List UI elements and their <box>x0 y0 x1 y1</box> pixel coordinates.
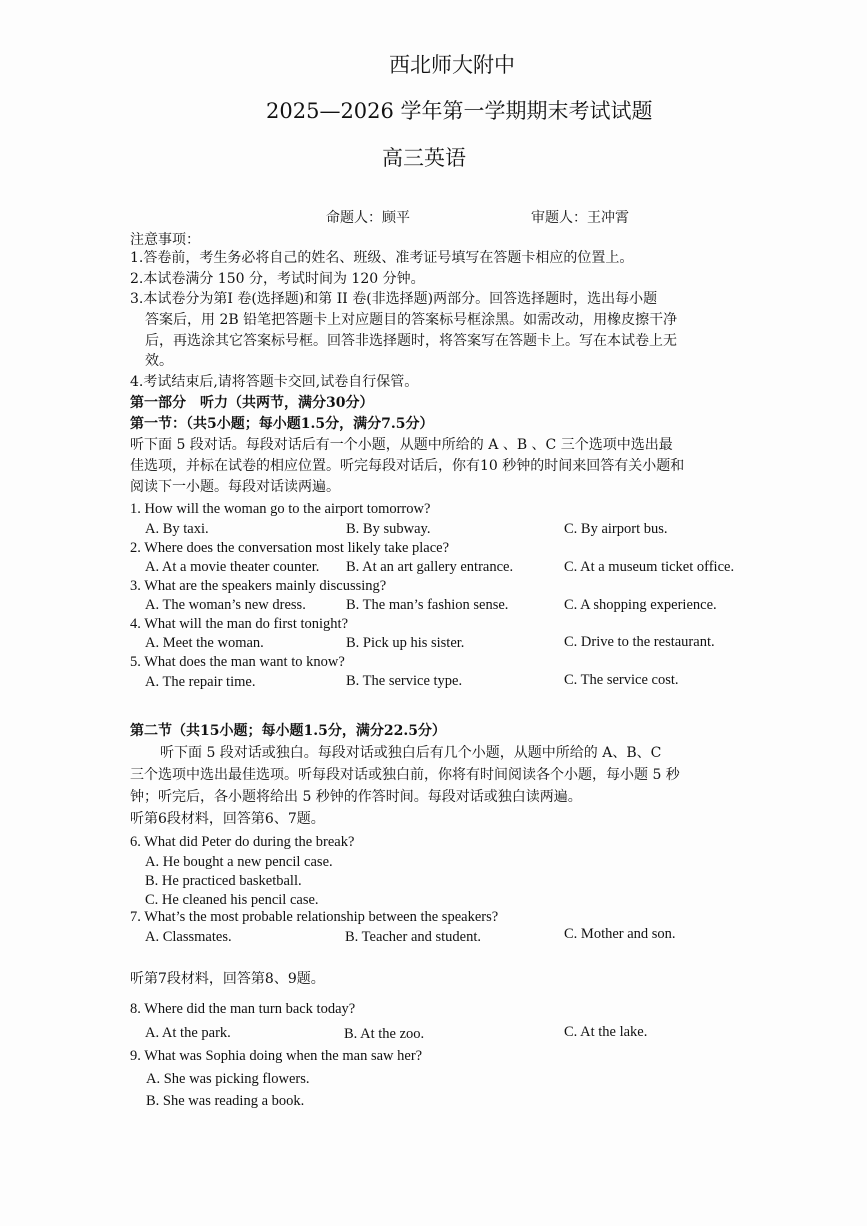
section1-instruction: 阅读下一小题。每段对话读两遍。 <box>130 479 340 495</box>
notes-item: 2.本试卷满分 150 分，考试时间为 120 分钟。 <box>130 271 425 287</box>
notes-item: 1.答卷前，考生务必将自己的姓名、班级、准考证号填写在答题卡相应的位置上。 <box>130 250 634 266</box>
school-name: 西北师大附中 <box>389 53 515 77</box>
section1-instruction: 佳选项，并标在试卷的相应位置。听完每段对话后，你有10 秒钟的时间来回答有关小题和 <box>130 458 685 474</box>
notes-item: 后，再选涂其它答案标号框。回答非选择题时，将答案写在答题卡上。写在本试卷上无 <box>145 333 677 349</box>
question-stem: 8. Where did the man turn back today? <box>130 1001 356 1017</box>
option-b: B. By subway. <box>346 521 431 537</box>
option-a: A. Classmates. <box>145 929 232 945</box>
section2-instruction: 三个选项中选出最佳选项。听每段对话或独白前，你将有时间阅读各个小题，每小题 5 秒 <box>130 767 680 783</box>
option-a: A. The woman’s new dress. <box>145 597 306 613</box>
question-setter: 命题人：顾平 <box>326 210 410 226</box>
option-c: C. Drive to the restaurant. <box>564 634 715 650</box>
question-stem: 3. What are the speakers mainly discussing? <box>130 578 387 594</box>
section1-heading: 第一节：（共5小题；每小题1.5分，满分7.5分） <box>130 416 434 432</box>
option-c: C. A shopping experience. <box>564 597 717 613</box>
notes-item: 3.本试卷分为第I 卷(选择题)和第 II 卷(非选择题)两部分。回答选择题时，选出每小题 <box>130 291 658 307</box>
option-b: B. He practiced basketball. <box>145 873 302 889</box>
question-reviewer: 审题人：王冲霄 <box>531 210 629 226</box>
exam-title: 2025—2026 学年第一学期期末考试试题 <box>266 99 653 123</box>
question-stem: 7. What’s the most probable relationship between the speakers? <box>130 909 499 925</box>
option-c: C. He cleaned his pencil case. <box>145 892 319 908</box>
material-heading: 听第7段材料，回答第8、9题。 <box>130 971 325 987</box>
material-heading: 听第6段材料，回答第6、7题。 <box>130 811 325 827</box>
option-a: A. At the park. <box>145 1025 231 1041</box>
question-stem: 2. Where does the conversation most likely take place? <box>130 540 450 556</box>
option-a: A. She was picking flowers. <box>146 1071 310 1087</box>
part1-heading: 第一部分 听力（共两节，满分30分） <box>130 395 374 411</box>
option-a: A. Meet the woman. <box>145 635 264 651</box>
option-b: B. At the zoo. <box>344 1026 425 1042</box>
option-c: C. At the lake. <box>564 1024 648 1040</box>
subject-title: 高三英语 <box>382 146 466 170</box>
question-stem: 9. What was Sophia doing when the man saw her? <box>130 1048 423 1064</box>
option-b: B. The man’s fashion sense. <box>346 597 509 613</box>
option-b: B. She was reading a book. <box>146 1093 305 1109</box>
question-stem: 4. What will the man do first tonight? <box>130 616 349 632</box>
option-a: A. By taxi. <box>145 521 209 537</box>
question-stem: 1. How will the woman go to the airport tomorrow? <box>130 501 431 517</box>
notes-item: 答案后，用 2B 铅笔把答题卡上对应题目的答案标号框涂黑。如需改动，用橡皮擦干净 <box>145 312 678 328</box>
option-c: C. By airport bus. <box>564 521 668 537</box>
option-c: C. The service cost. <box>564 672 679 688</box>
section2-instruction: 钟；听完后，各小题将给出 5 秒钟的作答时间。每段对话或独白读两遍。 <box>130 789 582 805</box>
notes-heading: 注意事项： <box>130 232 200 248</box>
section2-instruction: 听下面 5 段对话或独白。每段对话或独白后有几个小题，从题中所给的 A、B、C <box>160 745 662 761</box>
option-b: B. At an art gallery entrance. <box>346 559 514 575</box>
option-a: A. The repair time. <box>145 674 256 690</box>
option-c: C. Mother and son. <box>564 926 676 942</box>
notes-item: 效。 <box>145 353 173 369</box>
option-b: B. The service type. <box>346 673 463 689</box>
question-stem: 5. What does the man want to know? <box>130 654 345 670</box>
option-a: A. He bought a new pencil case. <box>145 854 333 870</box>
option-b: B. Teacher and student. <box>345 929 482 945</box>
option-a: A. At a movie theater counter. <box>145 559 320 575</box>
option-c: C. At a museum ticket office. <box>564 559 735 575</box>
section2-heading: 第二节（共15小题；每小题1.5分，满分22.5分） <box>130 723 446 739</box>
section1-instruction: 听下面 5 段对话。每段对话后有一个小题，从题中所给的 A 、B 、C 三个选项中选出最 <box>130 437 673 453</box>
question-stem: 6. What did Peter do during the break? <box>130 834 355 850</box>
option-b: B. Pick up his sister. <box>346 635 465 651</box>
notes-item: 4.考试结束后,请将答题卡交回,试卷自行保管。 <box>130 374 419 390</box>
